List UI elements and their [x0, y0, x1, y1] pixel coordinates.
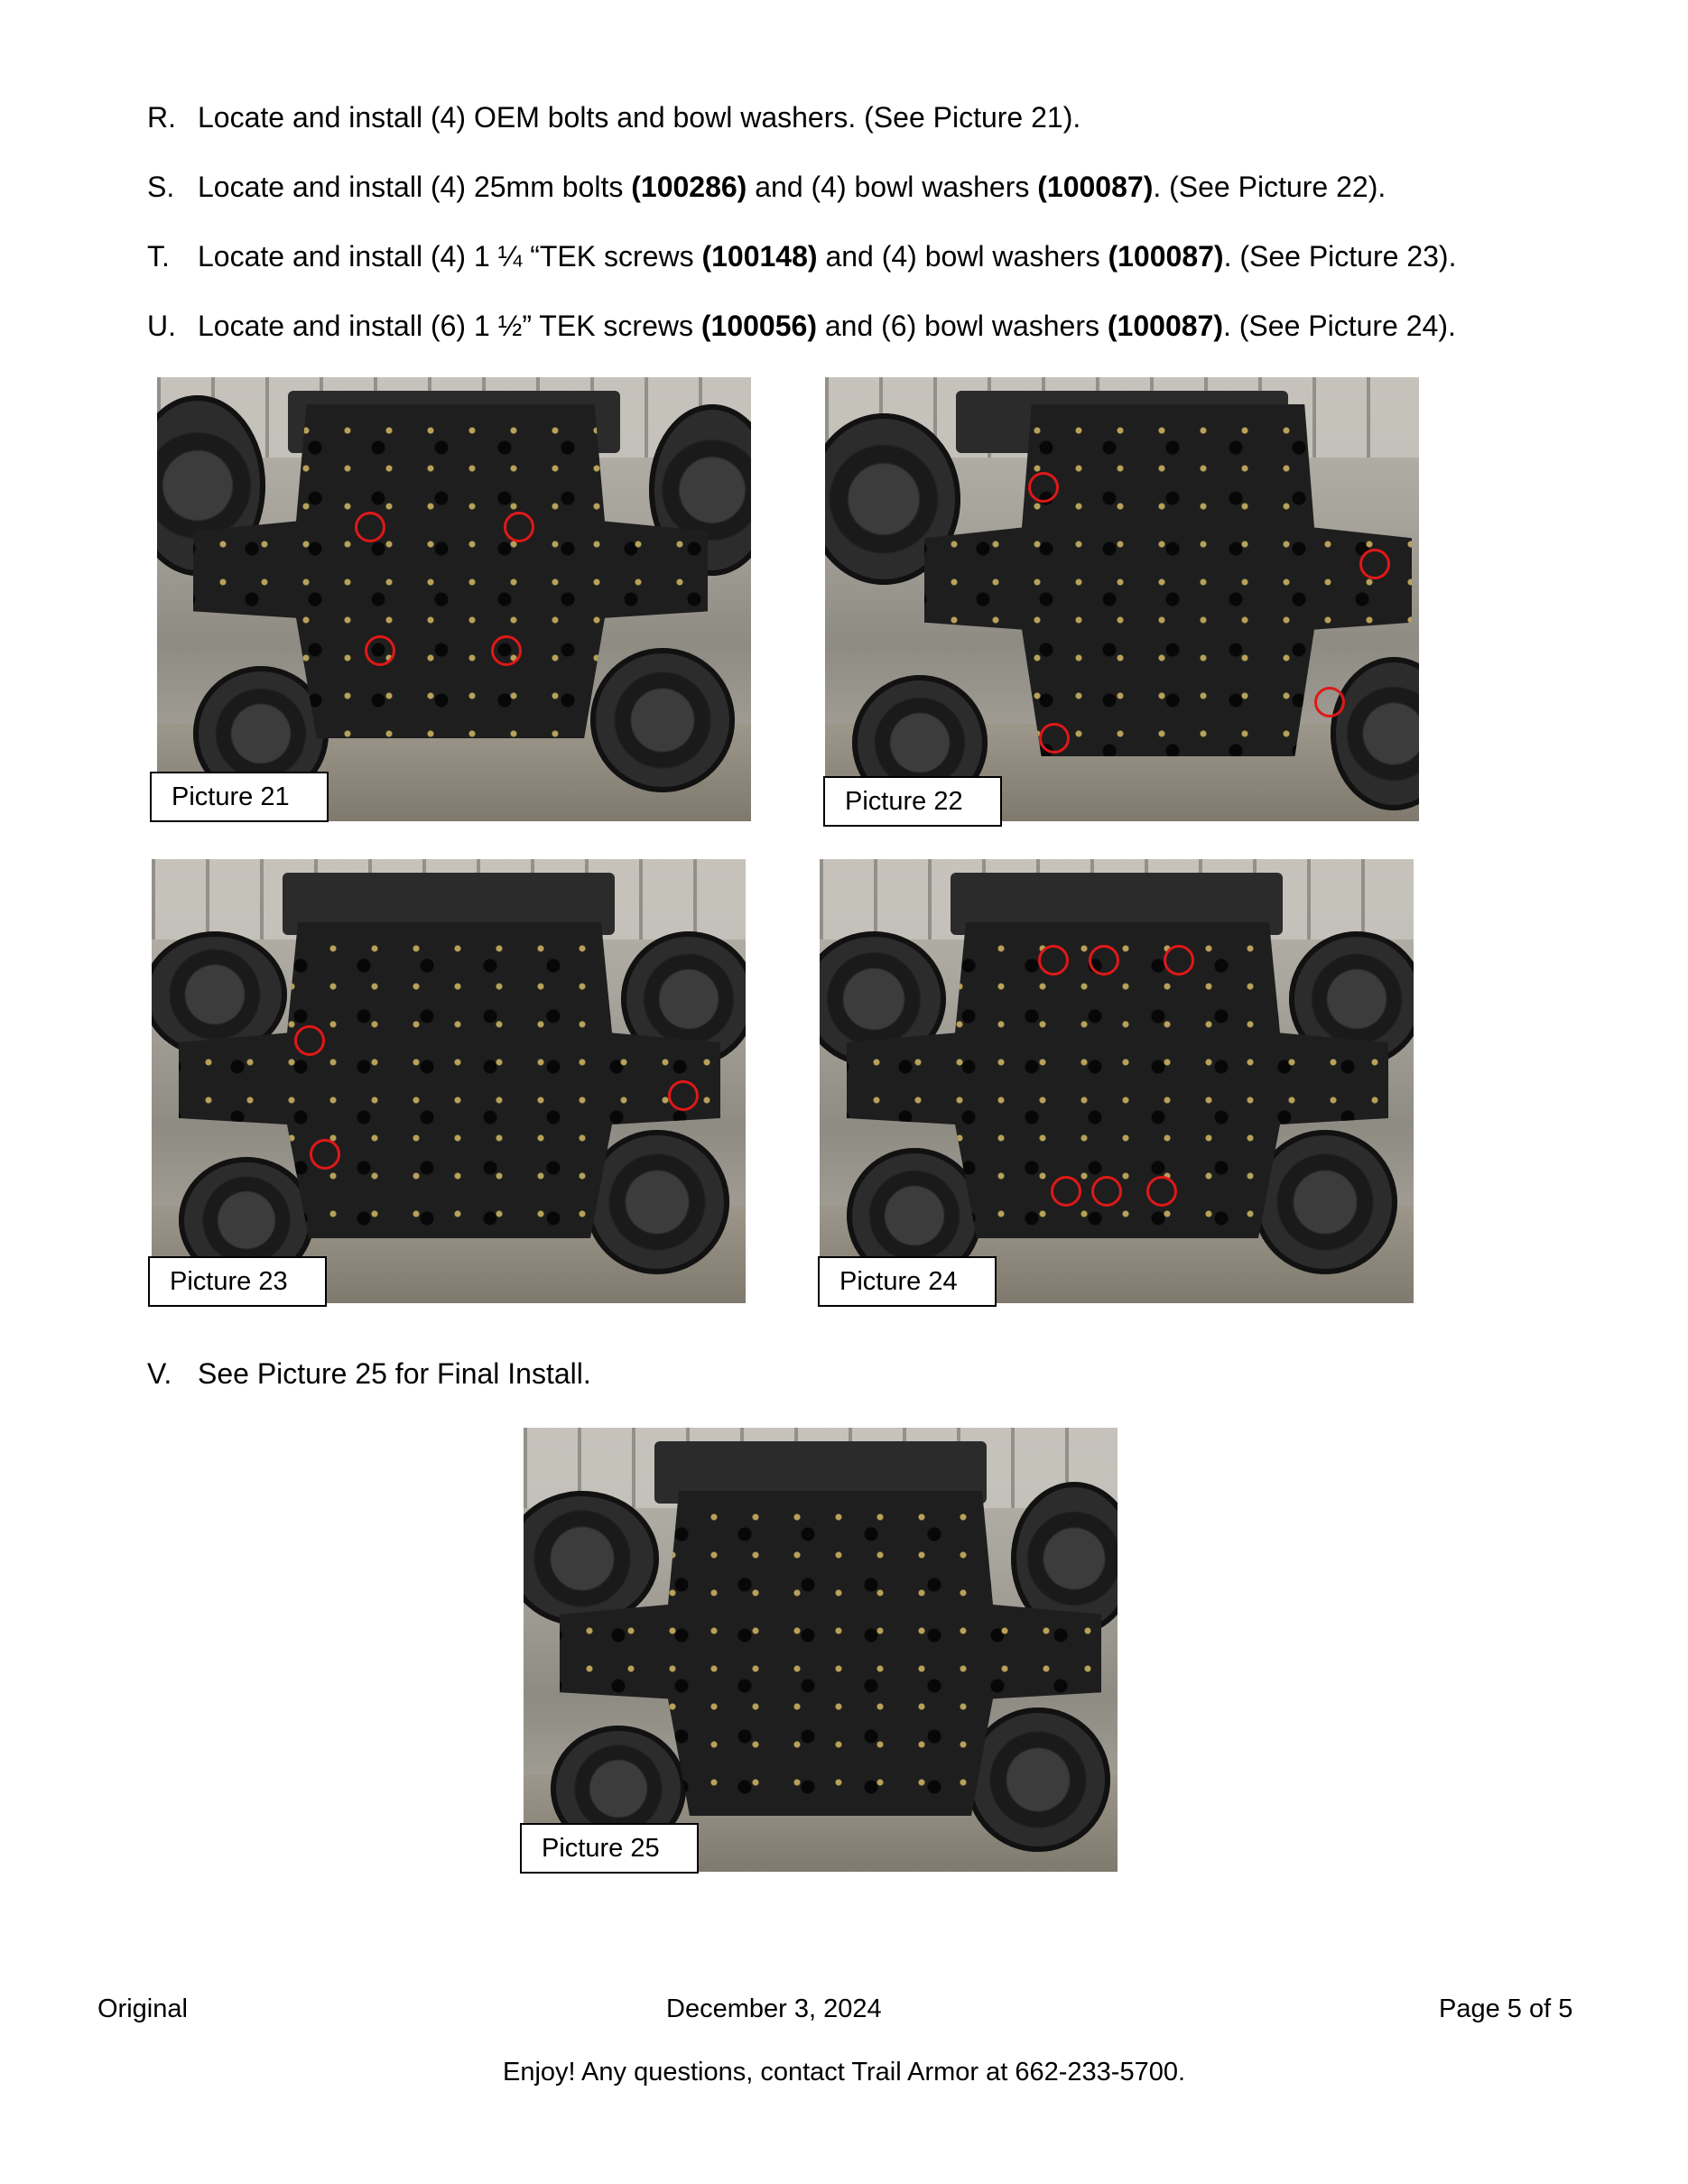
part-number: (100286) [631, 171, 747, 203]
step-letter: T. [147, 240, 170, 273]
picture-24-photo [820, 859, 1414, 1303]
highlight-circle [1038, 945, 1069, 976]
part-number: (100087) [1037, 171, 1154, 203]
step-text: Locate and install (4) 25mm bolts [198, 171, 632, 203]
highlight-circle [365, 635, 395, 666]
step-text: Locate and install (6) 1 ½” TEK screws [198, 310, 701, 342]
step-r [147, 99, 1081, 135]
highlight-circle [1164, 945, 1194, 976]
step-text: . (See Picture 24). [1222, 310, 1456, 342]
step-text: See Picture 25 for Final Install. [198, 1357, 591, 1390]
highlight-circle [1089, 945, 1119, 976]
highlight-circle [1091, 1176, 1122, 1207]
step-text: . (See Picture 23). [1223, 240, 1457, 273]
highlight-circle [1146, 1176, 1177, 1207]
highlight-circle [504, 512, 534, 542]
footer-date: December 3, 2024 [666, 1994, 882, 2023]
step-u [147, 308, 1456, 344]
step-t [147, 238, 1456, 274]
step-text: Locate and install (4) OEM bolts and bowl washers. (See Picture 21). [198, 101, 1081, 134]
highlight-circle [294, 1025, 325, 1056]
picture-25-caption: Picture 25 [520, 1823, 699, 1874]
picture-21-caption: Picture 21 [150, 772, 329, 822]
footer-page-number: Page 5 of 5 [1439, 1994, 1573, 2023]
step-letter: V. [147, 1357, 172, 1390]
step-text: and (6) bowl washers [816, 310, 1108, 342]
highlight-circle [1314, 687, 1345, 717]
part-number: (100087) [1107, 310, 1223, 342]
step-v [147, 1356, 591, 1392]
picture-23-photo [152, 859, 746, 1303]
part-number: (100087) [1108, 240, 1224, 273]
highlight-circle [668, 1080, 699, 1111]
footer-contact-note: Enjoy! Any questions, contact Trail Armor at 662-233-5700. [503, 2058, 1186, 2087]
highlight-circle [310, 1139, 340, 1170]
highlight-circle [1039, 723, 1070, 754]
step-letter: U. [147, 310, 176, 342]
step-text: and (4) bowl washers [747, 171, 1038, 203]
picture-22-caption: Picture 22 [823, 776, 1002, 827]
part-number: (100148) [701, 240, 818, 273]
step-s [147, 169, 1386, 205]
picture-23-caption: Picture 23 [148, 1256, 327, 1307]
highlight-circle [491, 635, 522, 666]
step-text: and (4) bowl washers [817, 240, 1108, 273]
picture-22-photo [825, 377, 1419, 821]
part-number: (100056) [700, 310, 817, 342]
highlight-circle [1028, 472, 1059, 503]
picture-21-photo [157, 377, 751, 821]
step-text: Locate and install (4) 1 ¼ “TEK screws [198, 240, 702, 273]
picture-25-photo [524, 1428, 1118, 1872]
highlight-circle [1359, 549, 1390, 579]
step-letter: R. [147, 101, 176, 134]
step-text: . (See Picture 22). [1153, 171, 1387, 203]
picture-24-caption: Picture 24 [818, 1256, 997, 1307]
footer-revision: Original [97, 1994, 188, 2023]
step-letter: S. [147, 171, 175, 203]
highlight-circle [355, 512, 385, 542]
highlight-circle [1051, 1176, 1081, 1207]
